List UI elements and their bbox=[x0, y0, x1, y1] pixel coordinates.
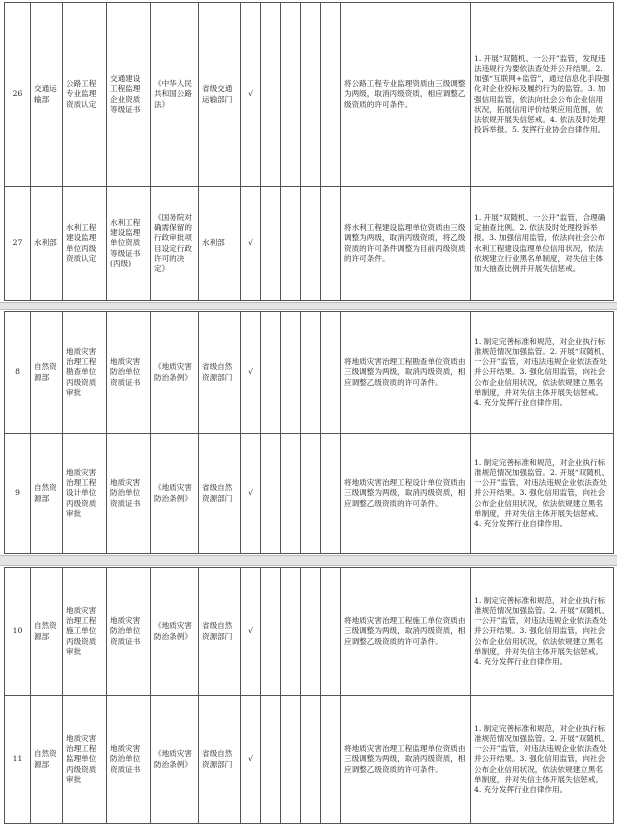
supervision-measures: 1. 开展“双随机、一公开”监管，合理确定抽查比例。2. 依法及时处理投诉举报。3. 加强信用监管，依法向社会公布水利工程建设监理单位信用状况，依法依规建立行业黑名单制度，对失信主体加大抽查比例并开展失信惩戒。 bbox=[471, 187, 614, 301]
permit-item: 水利工程建设监理单位丙级资质认定 bbox=[63, 187, 107, 301]
department: 交通运输部 bbox=[31, 3, 63, 187]
table-row bbox=[5, 187, 614, 301]
certificate-name: 地质灾害防治单位资质证书 bbox=[107, 434, 151, 554]
page-gap-edge bbox=[0, 565, 617, 566]
table-row bbox=[5, 696, 614, 824]
approval-authority: 省级自然资源部门 bbox=[199, 696, 241, 824]
empty-cell bbox=[301, 696, 321, 824]
empty-cell bbox=[261, 696, 281, 824]
legal-basis: 《中华人民共和国公路法》 bbox=[151, 3, 199, 187]
page-gap-edge bbox=[0, 555, 617, 556]
legal-basis: 《地质灾害防治条例》 bbox=[151, 434, 199, 554]
supervision-measures: 1. 制定完善标准和规范，对企业执行标准规范情况加强监管。2. 开展“双随机、一公开”监管，对违法违规企业依法查处并公开结果。3. 强化信用监管，向社会公布企业信用状况，依法依规建立黑名单制度，并对失信主体开展失信惩戒。4. 充分发挥行业自律作用。 bbox=[471, 434, 614, 554]
empty-cell bbox=[301, 312, 321, 434]
empty-cell bbox=[261, 3, 281, 187]
check-mark: √ bbox=[241, 312, 261, 434]
reform-table bbox=[4, 567, 614, 824]
reform-method: 将地质灾害治理工程勘查单位资质由三级调整为两级，取消丙级资质，相应调整乙级资质的许可条件。 bbox=[341, 312, 471, 434]
permit-item: 地质灾害治理工程监理单位丙级资质审批 bbox=[63, 696, 107, 824]
permit-item: 地质灾害治理工程勘查单位丙级资质审批 bbox=[63, 312, 107, 434]
table-row bbox=[5, 312, 614, 434]
legal-basis: 《国务院对确需保留的行政审批项目设定行政许可的决定》 bbox=[151, 187, 199, 301]
supervision-measures: 1. 制定完善标准和规范，对企业执行标准规范情况加强监管。2. 开展“双随机、一公开”监管，对违法违规企业依法查处并公开结果。3. 强化信用监管，向社会公布企业信用状况，依法依规建立黑名单制度，并对失信主体开展失信惩戒。4. 充分发挥行业自律作用。 bbox=[471, 568, 614, 696]
department: 自然资源部 bbox=[31, 696, 63, 824]
row-number: 26 bbox=[5, 3, 31, 187]
empty-cell bbox=[281, 187, 301, 301]
reform-table bbox=[4, 311, 614, 554]
reform-method: 将公路工程专业监理资质由三级调整为两级，取消丙级资质，相应调整乙级资质的许可条件。 bbox=[341, 3, 471, 187]
reform-method: 将地质灾害治理工程设计单位资质由三级调整为两级，取消丙级资质，相应调整乙级资质的许可条件。 bbox=[341, 434, 471, 554]
empty-cell bbox=[321, 434, 341, 554]
row-number: 27 bbox=[5, 187, 31, 301]
empty-cell bbox=[281, 3, 301, 187]
empty-cell bbox=[261, 312, 281, 434]
row-number: 10 bbox=[5, 568, 31, 696]
certificate-name: 交通建设工程监理企业资质等级证书 bbox=[107, 3, 151, 187]
legal-basis: 《地质灾害防治条例》 bbox=[151, 312, 199, 434]
table-row bbox=[5, 3, 614, 187]
page-gap-edge bbox=[0, 302, 617, 303]
empty-cell bbox=[281, 568, 301, 696]
empty-cell bbox=[281, 696, 301, 824]
certificate-name: 地质灾害防治单位资质证书 bbox=[107, 568, 151, 696]
certificate-name: 水利工程建设监理单位资质等级证书(丙级) bbox=[107, 187, 151, 301]
permit-item: 地质灾害治理工程设计单位丙级资质审批 bbox=[63, 434, 107, 554]
page-fragment-natural-resources-2 bbox=[4, 567, 613, 824]
department: 自然资源部 bbox=[31, 434, 63, 554]
empty-cell bbox=[301, 187, 321, 301]
check-mark: √ bbox=[241, 696, 261, 824]
check-mark: √ bbox=[241, 434, 261, 554]
empty-cell bbox=[261, 434, 281, 554]
approval-authority: 省级自然资源部门 bbox=[199, 312, 241, 434]
empty-cell bbox=[321, 568, 341, 696]
permit-item: 公路工程专业监理资质认定 bbox=[63, 3, 107, 187]
empty-cell bbox=[281, 312, 301, 434]
reform-method: 将地质灾害治理工程施工单位资质由三级调整为两级，取消丙级资质，相应调整乙级资质的许可条件。 bbox=[341, 568, 471, 696]
check-mark: √ bbox=[241, 568, 261, 696]
empty-cell bbox=[261, 568, 281, 696]
supervision-measures: 1. 制定完善标准和规范，对企业执行标准规范情况加强监管。2. 开展“双随机、一公开”监管，对违法违规企业依法查处并公开结果。3. 强化信用监管，向社会公布企业信用状况，依法依规建立黑名单制度，并对失信主体开展失信惩戒。4. 充分发挥行业自律作用。 bbox=[471, 696, 614, 824]
page-gap-edge bbox=[0, 309, 617, 310]
department: 自然资源部 bbox=[31, 568, 63, 696]
supervision-measures: 1. 开展“双随机、一公开”监管，发现违法违规行为要依法查处并公开结果。2. 加强“互联网+监管”，通过信息化手段强化对企业投标及履约行为的监管。3. 加强信用监管，依法向社会公布企业信用状况，拓展信用评价结果应用范围，依法依规开展失信惩戒。4. 依法及时处理投诉举报。5. 发挥行业协会自律作用。 bbox=[471, 3, 614, 187]
table-row bbox=[5, 568, 614, 696]
empty-cell bbox=[321, 312, 341, 434]
row-number: 11 bbox=[5, 696, 31, 824]
page-fragment-transport-water bbox=[4, 2, 613, 301]
reform-method: 将水利工程建设监理单位资质由三级调整为两级，取消丙级资质，将乙级资质的许可条件调整为目前丙级资质的许可条件。 bbox=[341, 187, 471, 301]
empty-cell bbox=[301, 434, 321, 554]
supervision-measures: 1. 制定完善标准和规范，对企业执行标准规范情况加强监管。2. 开展“双随机、一公开”监管，对违法违规企业依法查处并公开结果。3. 强化信用监管，向社会公布企业信用状况，依法依规建立黑名单制度，并对失信主体开展失信惩戒。4. 充分发挥行业自律作用。 bbox=[471, 312, 614, 434]
approval-authority: 省级自然资源部门 bbox=[199, 568, 241, 696]
certificate-name: 地质灾害防治单位资质证书 bbox=[107, 312, 151, 434]
department: 自然资源部 bbox=[31, 312, 63, 434]
permit-item: 地质灾害治理工程施工单位丙级资质审批 bbox=[63, 568, 107, 696]
department: 水利部 bbox=[31, 187, 63, 301]
reform-table bbox=[4, 2, 614, 301]
row-number: 8 bbox=[5, 312, 31, 434]
empty-cell bbox=[281, 434, 301, 554]
row-number: 9 bbox=[5, 434, 31, 554]
empty-cell bbox=[301, 568, 321, 696]
check-mark: √ bbox=[241, 187, 261, 301]
approval-authority: 水利部 bbox=[199, 187, 241, 301]
certificate-name: 地质灾害防治单位资质证书 bbox=[107, 696, 151, 824]
check-mark: √ bbox=[241, 3, 261, 187]
table-row bbox=[5, 434, 614, 554]
reform-method: 将地质灾害治理工程监理单位资质由三级调整为两级，取消丙级资质，相应调整乙级资质的许可条件。 bbox=[341, 696, 471, 824]
page-fragment-natural-resources-1 bbox=[4, 311, 613, 554]
legal-basis: 《地质灾害防治条例》 bbox=[151, 568, 199, 696]
empty-cell bbox=[321, 3, 341, 187]
empty-cell bbox=[261, 187, 281, 301]
approval-authority: 省级交通运输部门 bbox=[199, 3, 241, 187]
empty-cell bbox=[321, 187, 341, 301]
legal-basis: 《地质灾害防治条例》 bbox=[151, 696, 199, 824]
empty-cell bbox=[321, 696, 341, 824]
empty-cell bbox=[301, 3, 321, 187]
approval-authority: 省级自然资源部门 bbox=[199, 434, 241, 554]
